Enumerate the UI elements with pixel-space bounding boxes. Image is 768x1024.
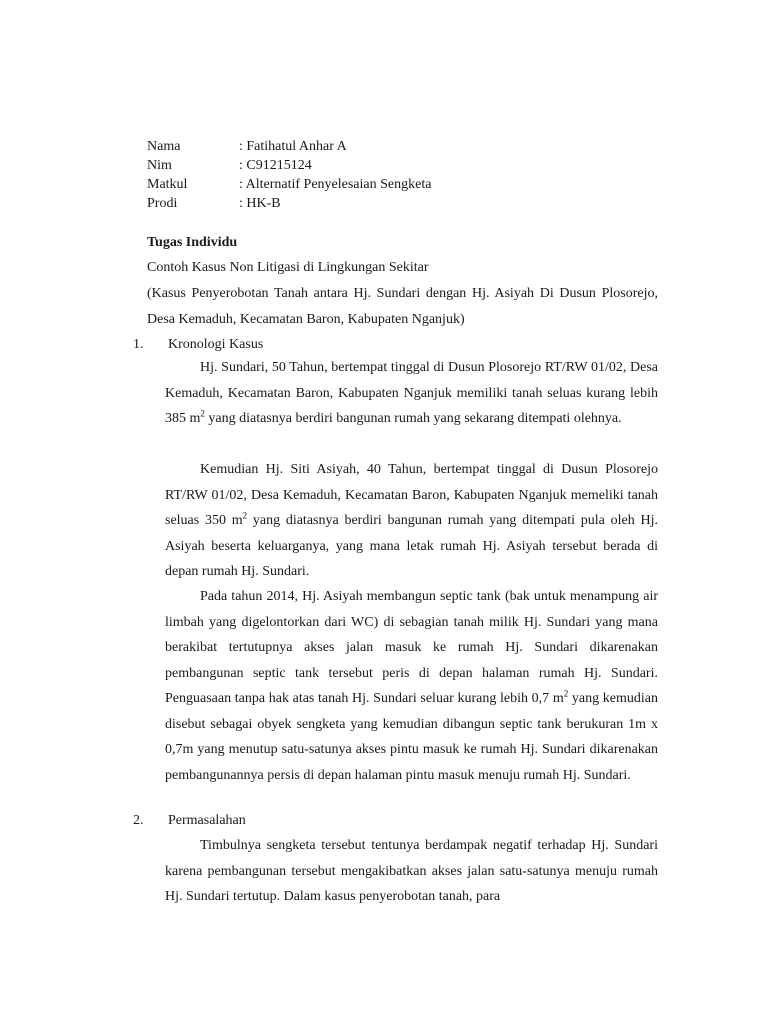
info-label: Matkul	[147, 177, 188, 192]
info-label: Nama	[147, 139, 181, 154]
paragraph-text: Kemudian Hj. Siti Asiyah, 40 Tahun, bertempat tinggal di Dusun Plosorejo RT/RW 01/02, Desa Kemaduh, Kecamatan Baron, Kabupaten Nganjuk memeliki tanah seluas 350 m	[165, 462, 658, 528]
section-number: 1.	[133, 337, 144, 352]
section-heading-kronologi	[130, 335, 430, 355]
paragraph-text: yang kemudian disebut sebagai obyek sengketa yang kemudian dibangun septic tank berukuran 1m x 0,7m yang menutup satu-satunya akses pintu masuk ke rumah Hj. Sundari dikarenakan pembangunannya persis di depan halaman pintu masuk menuju rumah Hj. Sundari.	[165, 691, 658, 783]
paragraph	[165, 355, 658, 432]
document-title: Tugas Individu	[147, 235, 238, 250]
superscript: 2	[200, 408, 205, 419]
info-label: Prodi	[147, 196, 178, 211]
info-row-matkul	[147, 175, 567, 194]
section-heading-permasalahan	[130, 811, 430, 831]
info-value: : HK-B	[239, 196, 281, 211]
paragraph-text: Hj. Sundari, 50 Tahun, bertempat tinggal di Dusun Plosorejo RT/RW 01/02, Desa Kemaduh, Kecamatan Baron, Kabupaten Nganjuk memiliki tanah seluas kurang lebih 385 m	[165, 360, 658, 426]
info-value: : Fatihatul Anhar A	[239, 139, 347, 154]
info-label: Nim	[147, 158, 172, 173]
info-row-prodi	[147, 194, 567, 213]
document-subtitle: Contoh Kasus Non Litigasi di Lingkungan Sekitar	[147, 260, 429, 275]
info-value: : Alternatif Penyelesaian Sengketa	[239, 177, 432, 192]
student-info	[147, 137, 567, 213]
paragraph	[165, 584, 658, 788]
section-title: Kronologi Kasus	[168, 337, 264, 352]
info-row-nim	[147, 156, 567, 175]
superscript: 2	[563, 688, 569, 699]
paragraph-text: Pada tahun 2014, Hj. Asiyah membangun septic tank (bak untuk menampung air limbah yang digelontorkan dari WC) di sebagian tanah milik Hj. Sundari yang mana berakibat tertutupnya akses jalan masuk ke rumah Hj. Sundari dikarenakan pembangunan septic tank tersebut peris di depan halaman rumah Hj. Sundari. Penguasaan tanpa hak atas tanah Hj. Sundari seluar kurang lebih 0,7 m	[165, 589, 658, 706]
paragraph	[165, 833, 658, 910]
paragraph-text: yang diatasnya berdiri bangunan rumah yang ditempati pula oleh Hj. Asiyah beserta keluarganya, yang mana letak rumah Hj. Asiyah tersebut berada di depan rumah Hj. Sundari.	[165, 513, 658, 579]
case-intro: (Kasus Penyerobotan Tanah antara Hj. Sundari dengan Hj. Asiyah Di Dusun Plosorejo, Desa Kemaduh, Kecamatan Baron, Kabupaten Nganjuk)	[147, 286, 658, 327]
info-value: : C91215124	[239, 158, 312, 173]
paragraph-text: Timbulnya sengketa tersebut tentunya berdampak negatif terhadap Hj. Sundari karena pembangunan tersebut mengakibatkan akses jalan satu-satunya menuju rumah Hj. Sundari tertutup. Dalam kasus penyerobotan tanah, para	[165, 838, 658, 904]
section-number: 2.	[133, 813, 144, 828]
info-row-nama	[147, 137, 567, 156]
superscript: 2	[242, 510, 248, 521]
section-title: Permasalahan	[168, 813, 246, 828]
paragraph-text: yang diatasnya berdiri bangunan rumah yang sekarang ditempati olehnya.	[204, 411, 622, 426]
paragraph	[165, 457, 658, 585]
